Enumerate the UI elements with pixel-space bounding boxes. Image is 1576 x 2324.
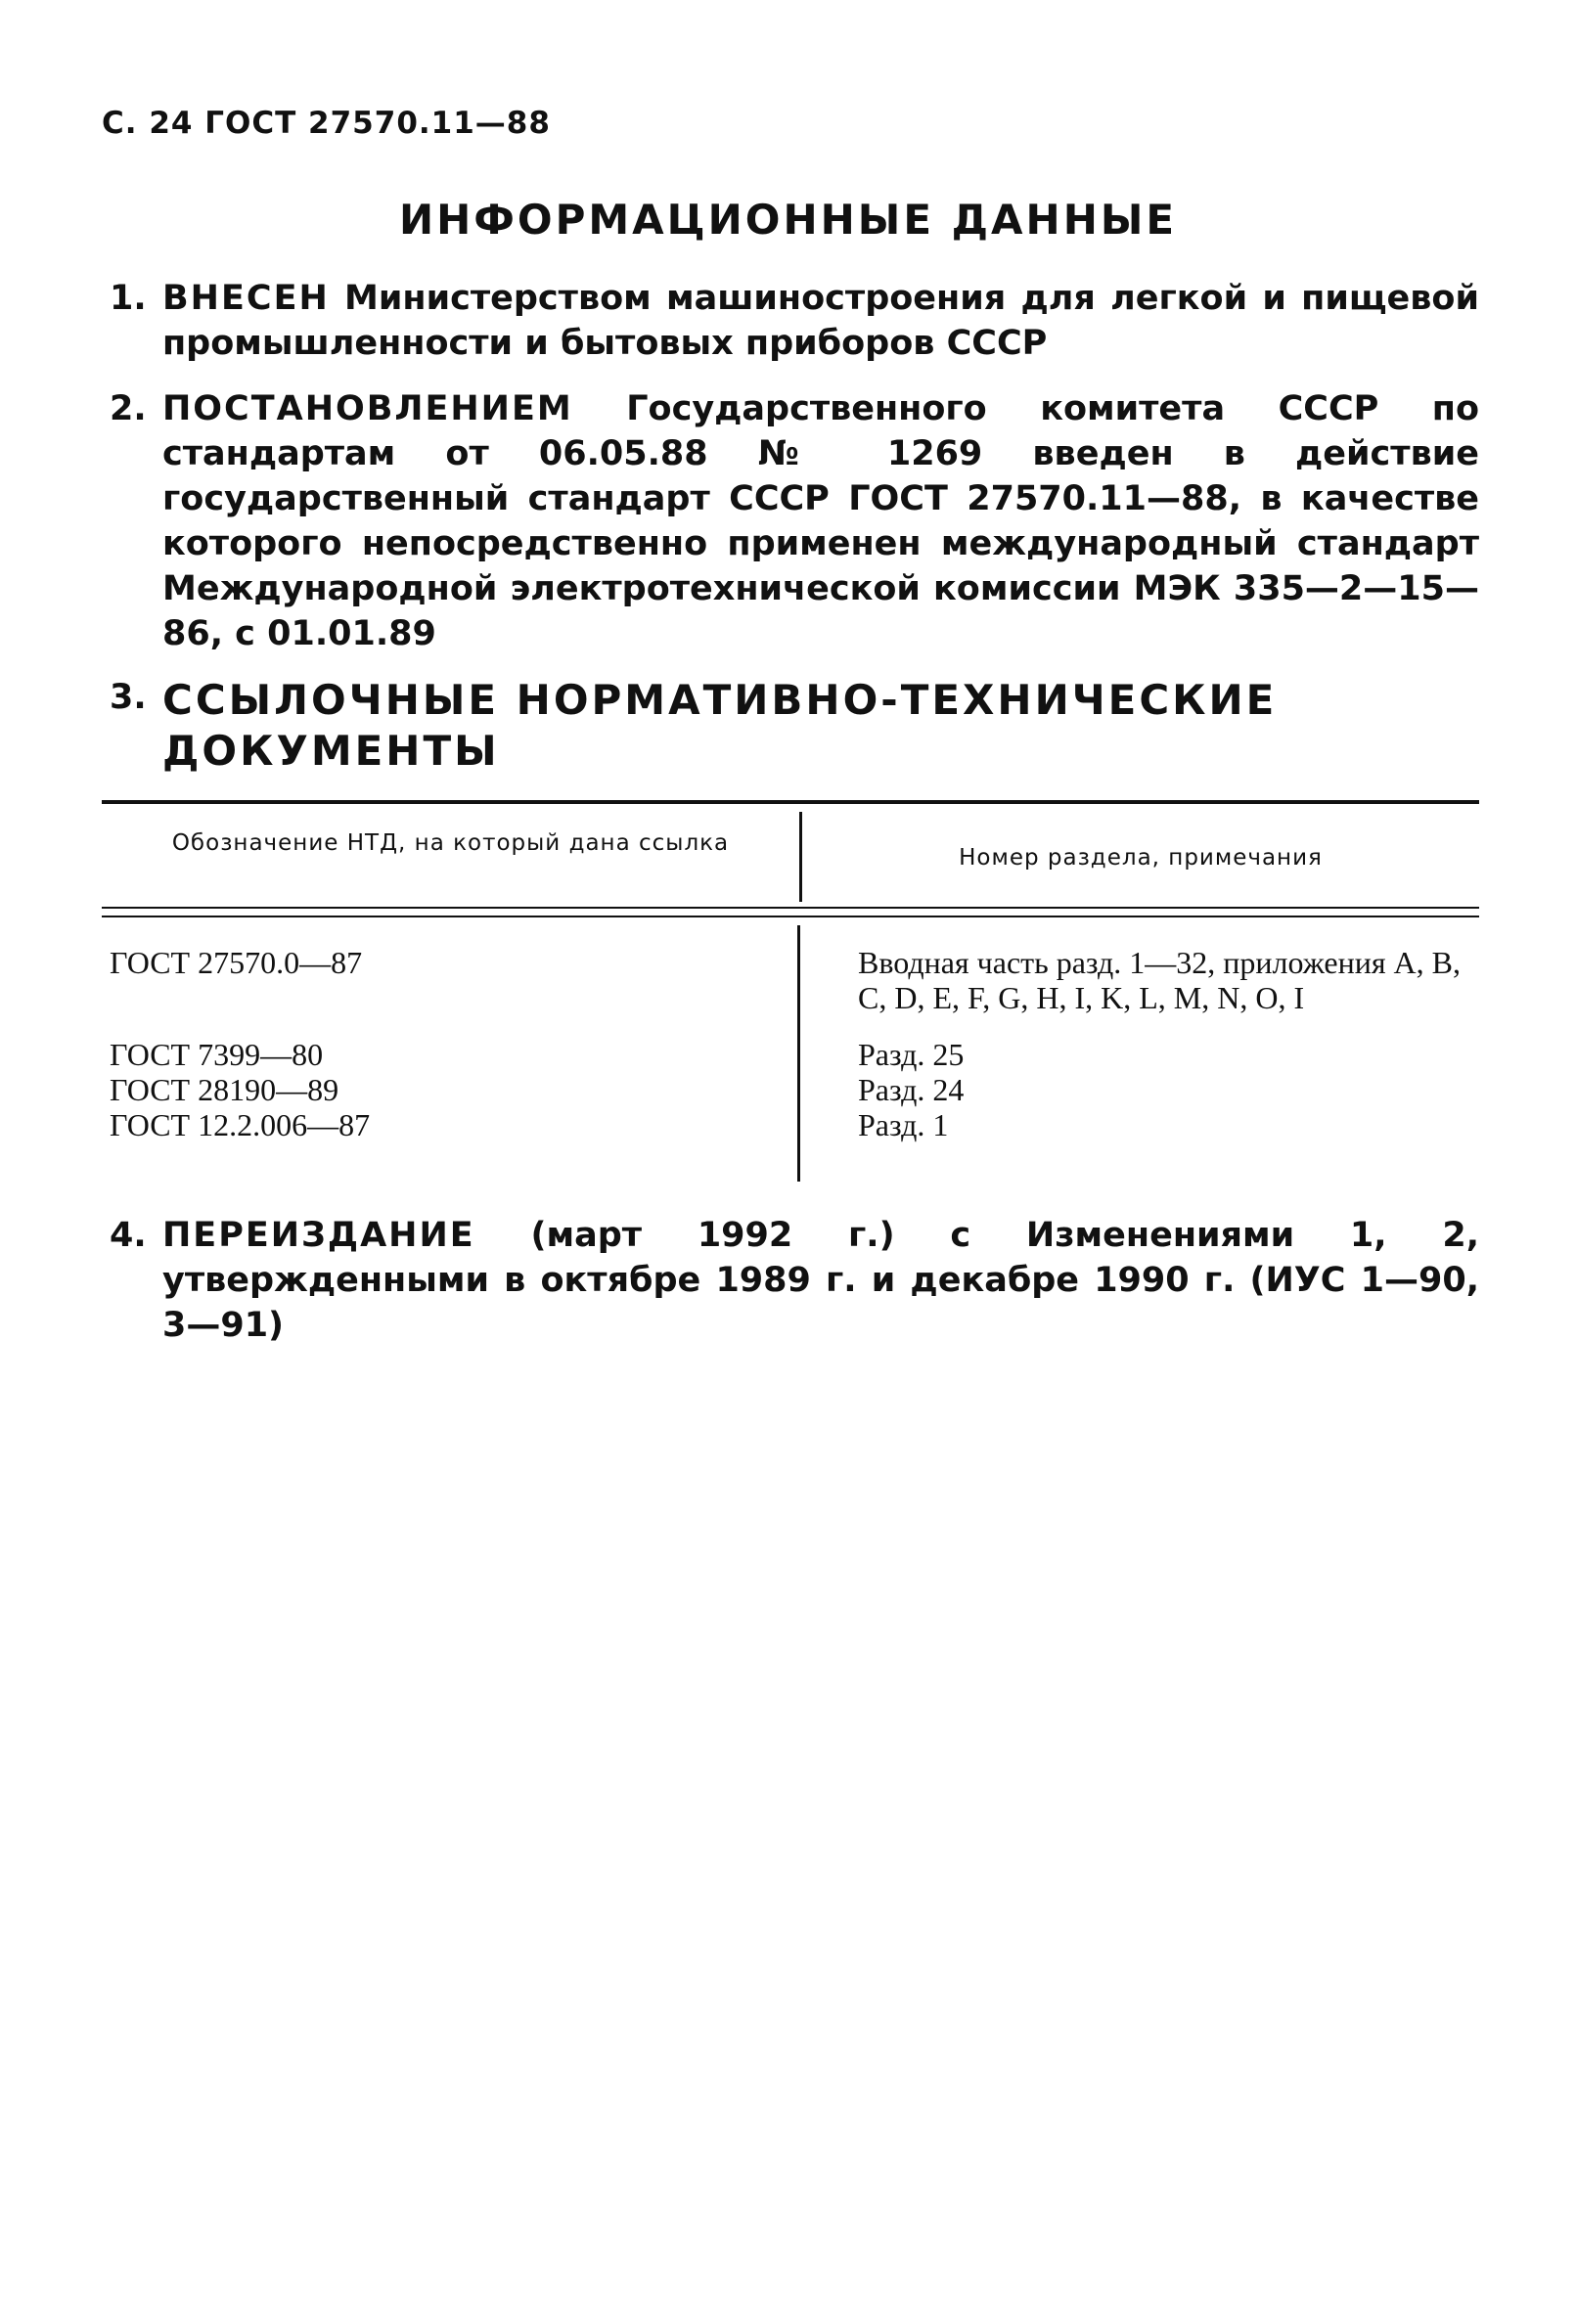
doc-cell: ГОСТ 28190—89	[110, 1072, 339, 1107]
note-cell: Разд. 24	[858, 1072, 965, 1107]
item-lead: ВНЕСЕН	[162, 279, 330, 318]
reference-table	[102, 800, 1479, 1182]
column-header-note: Номер раздела, примечания	[959, 845, 1323, 871]
note-cell: Разд. 1	[858, 1107, 949, 1142]
item-lead: ПЕРЕИЗДАНИЕ	[162, 1216, 475, 1255]
item-text: Государственного комитета СССР по стандартам от 06.05.88 № 1269 введен в действие государственный стандарт СССР ГОСТ 27570.11—88, в качестве которого непосредственно применен международный стандарт Международной электротехнической комиссии МЭК 335—2—15—86, с 01.01.89	[162, 389, 1479, 653]
section-heading: ССЫЛОЧНЫЕ НОРМАТИВНО-ТЕХНИЧЕСКИЕ ДОКУМЕНТЫ	[162, 676, 1278, 775]
note-cell: Вводная часть разд. 1—32, приложения A, B, C, D, E, F, G, H, I, K, L, M, N, O, I	[858, 945, 1461, 1015]
item-number: 2.	[110, 389, 147, 428]
column-header-doc: Обозначение НТД, на который дана ссылка	[171, 830, 730, 856]
info-item-3	[110, 675, 1479, 777]
item-text: (март 1992 г.) с Изменениями 1, 2, утвержденными в октябре 1989 г. и декабре 1990 г. (ИУС 1—90, 3—91)	[162, 1216, 1479, 1345]
item-text: Министерством машиностроения для легкой и пищевой промышленности и бытовых приборов СССР	[162, 279, 1479, 363]
table-row	[102, 1107, 1479, 1142]
table-top-rule	[102, 800, 1479, 804]
item-number: 1.	[110, 279, 147, 318]
info-item-1	[110, 276, 1479, 366]
header-rule	[102, 907, 1479, 909]
item-number: 4.	[110, 1216, 147, 1255]
info-item-4	[110, 1213, 1479, 1348]
page-title: ИНФОРМАЦИОННЫЕ ДАННЫЕ	[398, 196, 1178, 244]
info-item-2	[110, 386, 1479, 656]
item-number: 3.	[110, 678, 147, 717]
table-row	[102, 1037, 1479, 1072]
table-body	[102, 945, 1479, 1142]
doc-cell: ГОСТ 7399—80	[110, 1037, 324, 1072]
table-row	[102, 1072, 1479, 1107]
note-cell: Разд. 25	[858, 1037, 965, 1072]
page-header: С. 24 ГОСТ 27570.11—88	[102, 106, 551, 141]
table-row	[102, 945, 1479, 1015]
header-rule-double	[102, 916, 1479, 917]
item-lead: ПОСТАНОВЛЕНИЕМ	[162, 389, 573, 428]
doc-cell: ГОСТ 12.2.006—87	[110, 1107, 371, 1142]
doc-cell: ГОСТ 27570.0—87	[110, 945, 363, 980]
